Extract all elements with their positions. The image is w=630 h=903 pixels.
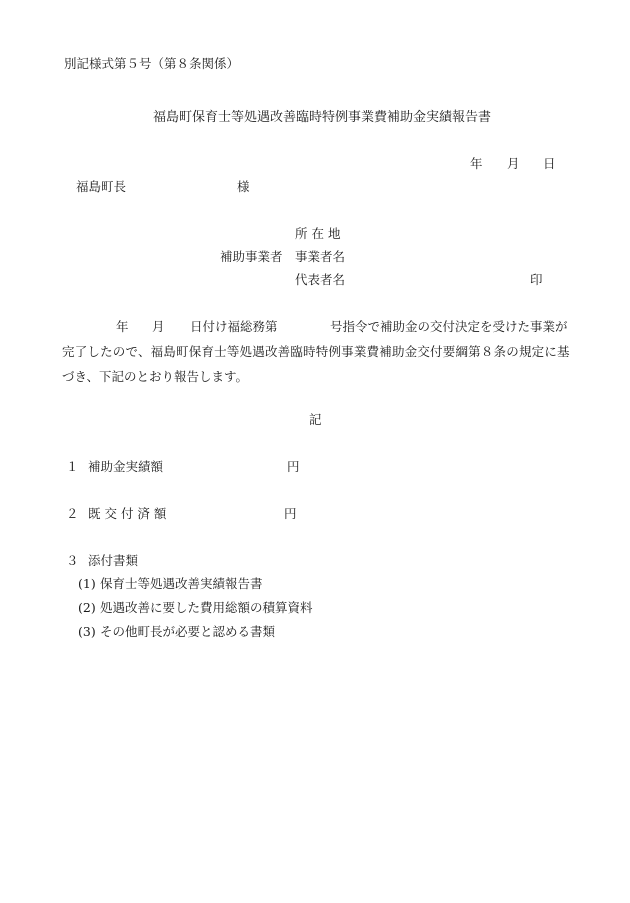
attachment-text: その他町長が必要と認める書類 [100,624,276,639]
addressee-honorific: 様 [237,179,250,194]
item-number: ３ [66,553,79,568]
applicant-group-label: 補助事業者 [220,249,283,264]
body-line-3: づき、下記のとおり報告します。 [62,369,249,384]
body-year: 年 [116,319,129,334]
addressee-name: 福島町長 [76,179,127,194]
ki-heading: 記 [309,412,322,427]
seal-mark: 印 [530,272,543,287]
business-name-label: 事業者名 [295,249,346,264]
date-day: 日 [543,156,556,171]
item-number: ２ [66,506,79,521]
date-month: 月 [507,156,520,171]
attachments-label: 添付書類 [88,553,139,568]
address-label: 所 在 地 [295,226,341,241]
item-unit: 円 [287,459,300,474]
representative-label: 代表者名 [295,272,346,287]
attachment-text: 保育士等処遇改善実績報告書 [100,576,263,591]
body-number-suffix: 号指令で補助金の交付決定を受けた事業が [330,319,568,334]
item-unit: 円 [284,506,297,521]
body-date-suffix: 日付け福総務第 [190,319,278,334]
attachment-text: 処遇改善に要した費用総額の積算資料 [100,600,313,615]
attachment-marker: (1) [78,576,96,591]
body-month: 月 [152,319,165,334]
item-number: １ [66,459,79,474]
body-line-2: 完了したので、福島町保育士等処遇改善臨時特例事業費補助金交付要綱第８条の規定に基 [62,344,570,359]
item-label: 既 交 付 済 額 [88,506,167,521]
date-year: 年 [470,156,483,171]
attachment-marker: (2) [78,600,96,615]
document-title: 福島町保育士等処遇改善臨時特例事業費補助金実績報告書 [153,110,492,125]
attachment-marker: (3) [78,624,96,639]
item-label: 補助金実績額 [88,459,164,474]
form-label: 別記様式第５号（第８条関係） [64,56,240,71]
